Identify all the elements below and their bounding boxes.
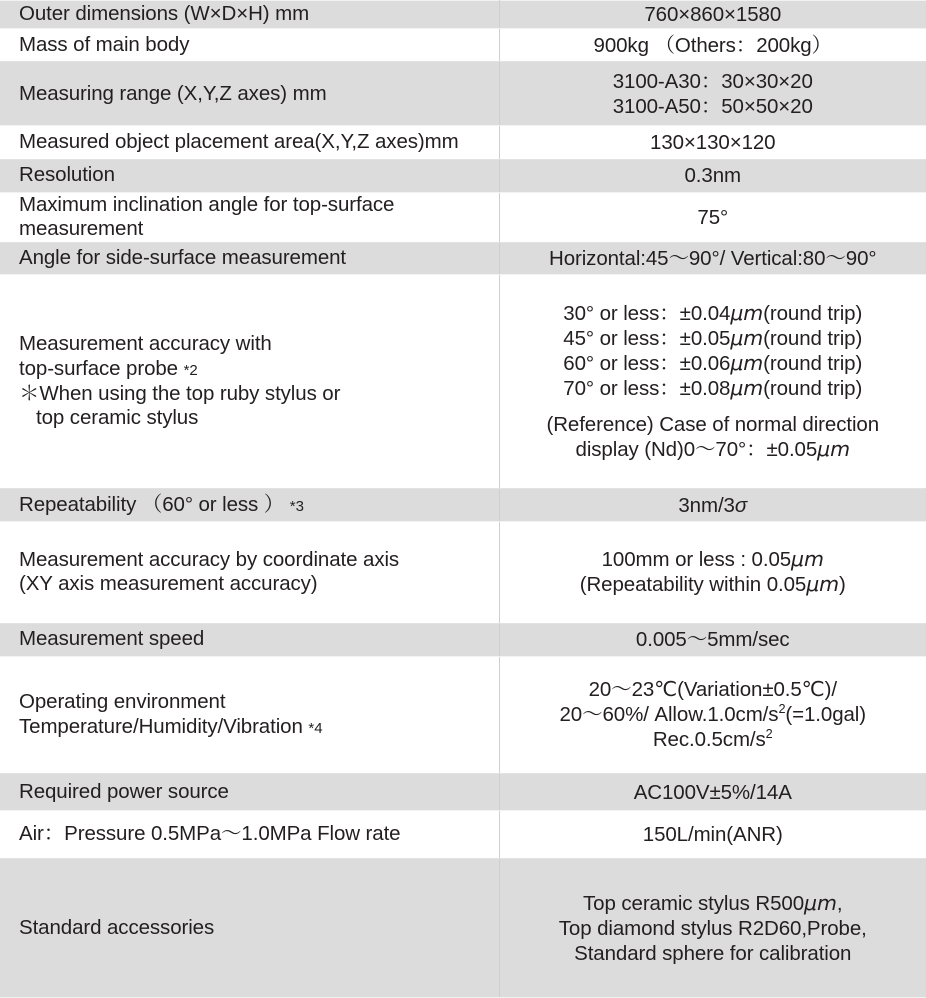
label-text: Outer dimensions (W×D×H) mm xyxy=(19,2,310,26)
value-line-1: 20〜23℃(Variation±0.5℃)/ xyxy=(588,678,837,702)
label-text: Mass of main body xyxy=(19,32,190,56)
value-line-2-text: (Repeatability within 0.05 xyxy=(579,573,807,597)
superscript-two: 2 xyxy=(765,726,773,742)
row-label-placement-area xyxy=(0,126,499,159)
value-text: 130×130×120 xyxy=(650,131,776,155)
unit-micrometre: μm xyxy=(730,375,764,400)
value-line-1-text: Top ceramic stylus R500 xyxy=(583,891,805,915)
value-text: 0.3nm xyxy=(684,164,741,188)
row-label-air-supply xyxy=(0,811,499,859)
row-value-operating-environment xyxy=(499,656,926,773)
label-line-1: Measurement accuracy by coordinate axis xyxy=(19,547,400,571)
label-text: Measurement speed xyxy=(19,627,205,651)
row-label-resolution xyxy=(0,159,499,192)
label-line-2 xyxy=(19,715,491,740)
row-label-coordinate-axis-accuracy xyxy=(0,522,499,623)
value-text: 150L/min(ANR) xyxy=(642,823,783,847)
value-line-4-text: 70° or less：±0.08 xyxy=(563,376,731,400)
reference-line-2-text: display (Nd)0〜70°：±0.05 xyxy=(575,438,818,462)
footnote-marker-3: *3 xyxy=(289,497,304,515)
value-line-3 xyxy=(506,727,921,752)
table-row xyxy=(0,192,926,242)
value-line-2-text: 20〜60%/ Allow.1.0cm/s xyxy=(559,703,779,727)
table-row xyxy=(0,159,926,192)
value-line-1-suffix: (round trip) xyxy=(763,301,863,325)
value-line-1 xyxy=(506,891,921,916)
row-label-measuring-range xyxy=(0,62,499,126)
row-value-measurement-accuracy xyxy=(499,275,926,489)
row-value-coordinate-axis-accuracy xyxy=(499,522,926,623)
row-label-measurement-speed xyxy=(0,623,499,656)
table-row xyxy=(0,126,926,159)
value-line-2 xyxy=(506,702,921,727)
table-row xyxy=(0,811,926,859)
label-line-1: Operating environment xyxy=(19,690,226,714)
value-line-1-comma: , xyxy=(836,891,843,915)
table-row xyxy=(0,275,926,489)
footnote-marker-4: *4 xyxy=(308,719,323,737)
value-text: 3nm/3 xyxy=(678,493,735,517)
label-text: Measured object placement area(X,Y,Z axes)mm xyxy=(19,130,459,154)
value-line-2-close: ) xyxy=(839,573,846,597)
value-line-2-text: 45° or less：±0.05 xyxy=(563,326,731,350)
row-label-standard-accessories xyxy=(0,859,499,998)
row-value-power-source xyxy=(499,774,926,811)
unit-micrometre: μm xyxy=(730,325,764,350)
value-text: 0.005〜5mm/sec xyxy=(635,628,790,652)
value-line-1-text: 100mm or less : 0.05 xyxy=(601,548,792,572)
value-line-2-suffix: (=1.0gal) xyxy=(785,703,866,727)
label-text: Resolution xyxy=(19,163,115,187)
row-value-measurement-speed xyxy=(499,623,926,656)
table-row xyxy=(0,623,926,656)
value-line-1-text: 30° or less：±0.04 xyxy=(563,301,731,325)
label-text: Measuring range (X,Y,Z axes) mm xyxy=(19,81,327,105)
table-row xyxy=(0,243,926,275)
row-label-measurement-accuracy xyxy=(0,275,499,489)
value-text: Horizontal:45〜90°/ Vertical:80〜90° xyxy=(548,247,877,271)
row-label-power-source xyxy=(0,774,499,811)
label-line-2-text: top-surface probe xyxy=(19,357,178,380)
table-row xyxy=(0,62,926,126)
row-label-side-surface-angle xyxy=(0,243,499,275)
row-label-mass xyxy=(0,29,499,62)
value-text: AC100V±5%/14A xyxy=(633,780,792,804)
value-line-2: 3100-A50：50×50×20 xyxy=(612,94,813,118)
row-label-max-inclination xyxy=(0,192,499,242)
label-text: Angle for side-surface measurement xyxy=(19,246,347,270)
value-text: 75° xyxy=(697,205,729,229)
row-value-side-surface-angle xyxy=(499,243,926,275)
value-line-1 xyxy=(506,301,921,326)
table-row xyxy=(0,859,926,998)
row-label-operating-environment xyxy=(0,656,499,773)
value-text: 900kg （Others：200kg） xyxy=(593,33,832,57)
superscript-two: 2 xyxy=(778,701,786,717)
label-line-4: top ceramic stylus xyxy=(36,406,199,430)
row-value-outer-dimensions xyxy=(499,1,926,29)
reference-line-2 xyxy=(506,437,921,462)
value-line-4 xyxy=(506,376,921,401)
table-row xyxy=(0,774,926,811)
row-value-air-supply xyxy=(499,811,926,859)
row-label-repeatability xyxy=(0,489,499,522)
spacer xyxy=(506,401,921,412)
label-text: Maximum inclination angle for top-surface measurement xyxy=(19,192,395,241)
label-text: Standard accessories xyxy=(19,915,215,939)
unit-micrometre: μm xyxy=(791,547,824,572)
value-line-2-suffix: (round trip) xyxy=(763,326,863,350)
value-line-3-text: Rec.0.5cm/s xyxy=(652,728,766,752)
unit-micrometre: μm xyxy=(817,437,850,462)
label-text: Air：Pressure 0.5MPa〜1.0MPa Flow rate xyxy=(19,822,401,846)
value-line-3-suffix: (round trip) xyxy=(763,351,863,375)
table-row xyxy=(0,656,926,773)
footnote-marker-2: *2 xyxy=(183,362,198,379)
row-value-repeatability xyxy=(499,489,926,522)
label-line-2-text: Temperature/Humidity/Vibration xyxy=(19,714,303,738)
unit-micrometre: μm xyxy=(730,300,764,325)
label-text: Repeatability （60° or less ） xyxy=(19,492,285,516)
value-line-1: 3100-A30：30×30×20 xyxy=(612,69,813,93)
unit-micrometre: μm xyxy=(806,572,840,597)
value-line-2 xyxy=(506,572,921,597)
value-line-3: Standard sphere for calibration xyxy=(574,941,852,965)
sigma-symbol: σ xyxy=(734,493,748,517)
table-row xyxy=(0,522,926,623)
row-value-measuring-range xyxy=(499,62,926,126)
label-text: Required power source xyxy=(19,779,229,803)
row-value-resolution xyxy=(499,159,926,192)
table-row xyxy=(0,29,926,62)
unit-micrometre: μm xyxy=(730,350,764,375)
value-line-3 xyxy=(506,351,921,376)
value-line-4-suffix: (round trip) xyxy=(763,376,863,400)
table-row xyxy=(0,1,926,29)
row-value-standard-accessories xyxy=(499,859,926,998)
label-line-2: (XY axis measurement accuracy) xyxy=(19,572,318,596)
value-line-2: Top diamond stylus R2D60,Probe, xyxy=(558,916,867,940)
value-line-3-text: 60° or less：±0.06 xyxy=(563,351,731,375)
row-label-outer-dimensions xyxy=(0,1,499,29)
value-line-2 xyxy=(506,326,921,351)
label-line-3: ＊When using the top ruby stylus or xyxy=(19,381,341,405)
unit-micrometre: μm xyxy=(804,890,837,915)
reference-line-1: (Reference) Case of normal direction xyxy=(546,413,880,437)
row-value-mass xyxy=(499,29,926,62)
value-line-1 xyxy=(506,547,921,572)
row-value-max-inclination xyxy=(499,192,926,242)
table-row xyxy=(0,489,926,522)
row-value-placement-area xyxy=(499,126,926,159)
label-line-2 xyxy=(19,357,491,382)
value-text: 760×860×1580 xyxy=(644,3,782,27)
label-line-1: Measurement accuracy with xyxy=(19,332,272,356)
